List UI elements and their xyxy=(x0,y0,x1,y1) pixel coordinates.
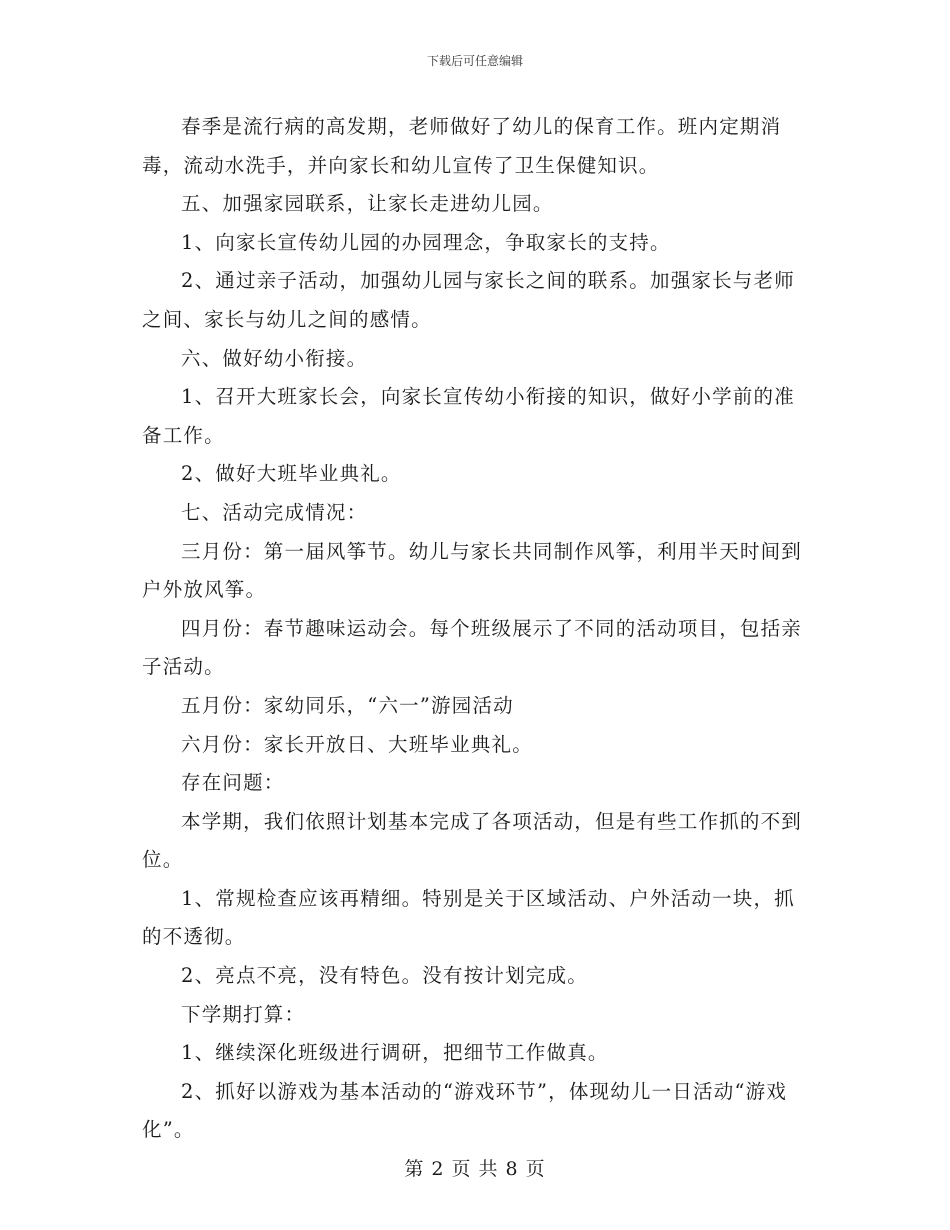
paragraph: 五、加强家园联系，让家长走进幼儿园。 xyxy=(181,192,554,216)
paragraph: 2、抓好以游戏为基本活动的“游戏环节”，体现幼儿一日活动“游戏化”。 xyxy=(142,1079,788,1142)
paragraph: 2、做好大班毕业典礼。 xyxy=(181,462,402,486)
page-footer: 第 2 页 共 8 页 xyxy=(404,1158,546,1180)
page-header: 下载后可任意编辑 xyxy=(426,54,523,68)
paragraph: 1、召开大班家长会，向家长宣传幼小衔接的知识，做好小学前的准备工作。 xyxy=(142,385,795,447)
paragraph: 五月份：家幼同乐，“六一”游园活动 xyxy=(181,693,514,717)
paragraph: 1、常规检查应该再精细。特别是关于区域活动、户外活动一块，抓的不透彻。 xyxy=(142,886,795,949)
paragraph: 六月份：家长开放日、大班毕业典礼。 xyxy=(181,732,533,756)
paragraph: 四月份：春节趣味运动会。每个班级展示了不同的活动项目，包括亲子活动。 xyxy=(142,616,803,679)
paragraph: 本学期，我们依照计划基本完成了各项活动，但是有些工作抓的不到位。 xyxy=(142,809,803,872)
paragraph: 七、活动完成情况： xyxy=(181,500,368,524)
paragraph: 春季是流行病的高发期，老师做好了幼儿的保育工作。班内定期消毒，流动水洗手，并向家长和幼儿宣传了卫生保健知识。 xyxy=(142,115,782,177)
paragraph: 六、做好幼小衔接。 xyxy=(181,346,368,370)
paragraph: 三月份：第一届风筝节。幼儿与家长共同制作风筝，利用半天时间到户外放风筝。 xyxy=(142,539,803,602)
paragraph: 1、向家长宣传幼儿园的办园理念，争取家长的支持。 xyxy=(181,230,671,254)
paragraph: 存在问题： xyxy=(181,771,285,795)
paragraph: 2、通过亲子活动，加强幼儿园与家长之间的联系。加强家长与老师之间、家长与幼儿之间的感情。 xyxy=(142,269,795,331)
document-body xyxy=(142,108,807,1150)
paragraph: 下学期打算： xyxy=(181,1002,306,1026)
paragraph: 1、继续深化班级进行调研，把细节工作做真。 xyxy=(181,1041,609,1065)
paragraph: 2、亮点不亮，没有特色。没有按计划完成。 xyxy=(181,964,588,988)
